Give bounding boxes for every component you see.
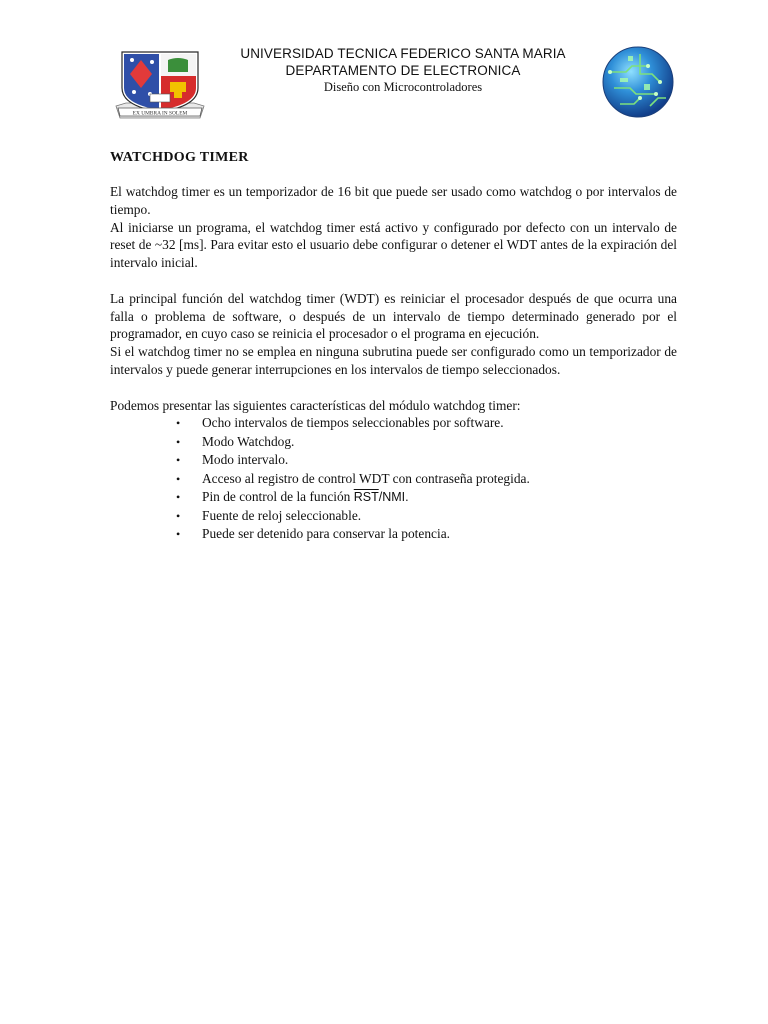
document-body [110, 150, 677, 544]
list-item [176, 433, 677, 452]
feature-text-prefix: Pin de control de la función [202, 489, 354, 505]
paragraph-spacer [110, 379, 677, 397]
bullet-icon: • [176, 434, 181, 449]
paragraph-2: Al iniciarse un programa, el watchdog timer está activo y configurado por defecto con un intervalo de reset de ~32 [ms]. Para evitar esto el usuario debe configurar o detener el WDT antes de la expiración del intervalo inicial. [110, 219, 677, 271]
bullet-icon: • [176, 508, 181, 523]
bullet-icon: • [176, 416, 181, 431]
feature-text: Fuente de reloj seleccionable. [202, 507, 362, 523]
list-item [176, 451, 677, 470]
feature-list [110, 414, 677, 544]
paragraph-3: La principal función del watchdog timer (WDT) es reiniciar el procesador después de que ocurra una falla o problema de software, o después de un intervalo de tiempo determinado generado por el programador, en cuyo caso se reinicia el procesador o el programa en ejecución. [110, 290, 677, 342]
paragraph-spacer [110, 272, 677, 290]
feature-text: Modo intervalo. [202, 452, 289, 468]
university-crest-icon [112, 48, 208, 122]
document-title: WATCHDOG TIMER [110, 150, 249, 165]
feature-text: Acceso al registro de control WDT con contraseña protegida. [202, 470, 530, 486]
list-item [176, 525, 677, 544]
circuit-globe-icon [600, 44, 676, 120]
list-item [176, 414, 677, 433]
paragraph-4: Si el watchdog timer no se emplea en ninguna subrutina puede ser configurado como un temporizador de intervalos y puede generar interrupciones en los intervalos de tiempo seleccionados. [110, 344, 677, 377]
paragraph-1: El watchdog timer es un temporizador de 16 bit que puede ser usado como watchdog o por intervalos de tiempo. [110, 184, 677, 217]
bullet-icon: • [176, 471, 181, 486]
bullet-icon: • [176, 527, 181, 542]
nmi-signal-label: /NMI. [378, 490, 409, 505]
department-name: DEPARTAMENTO DE ELECTRONICA [285, 63, 521, 78]
crest-motto: EX UMBRA IN SOLEM [132, 110, 188, 117]
institution-heading [208, 45, 598, 96]
list-item [176, 488, 677, 507]
list-intro: Podemos presentar las siguientes características del módulo watchdog timer: [110, 397, 521, 413]
page-header [0, 42, 768, 122]
list-item [176, 470, 677, 489]
bullet-icon: • [176, 490, 181, 505]
bullet-icon: • [176, 453, 181, 468]
list-item [176, 507, 677, 526]
feature-text: Puede ser detenido para conservar la potencia. [202, 526, 450, 542]
course-name: Diseño con Microcontroladores [323, 80, 483, 94]
rst-signal-label: $\overline{RST}$ [353, 490, 379, 505]
feature-text: Modo Watchdog. [202, 433, 295, 449]
university-name: UNIVERSIDAD TECNICA FEDERICO SANTA MARIA [240, 46, 566, 61]
feature-text: Ocho intervalos de tiempos seleccionables por software. [202, 415, 504, 431]
